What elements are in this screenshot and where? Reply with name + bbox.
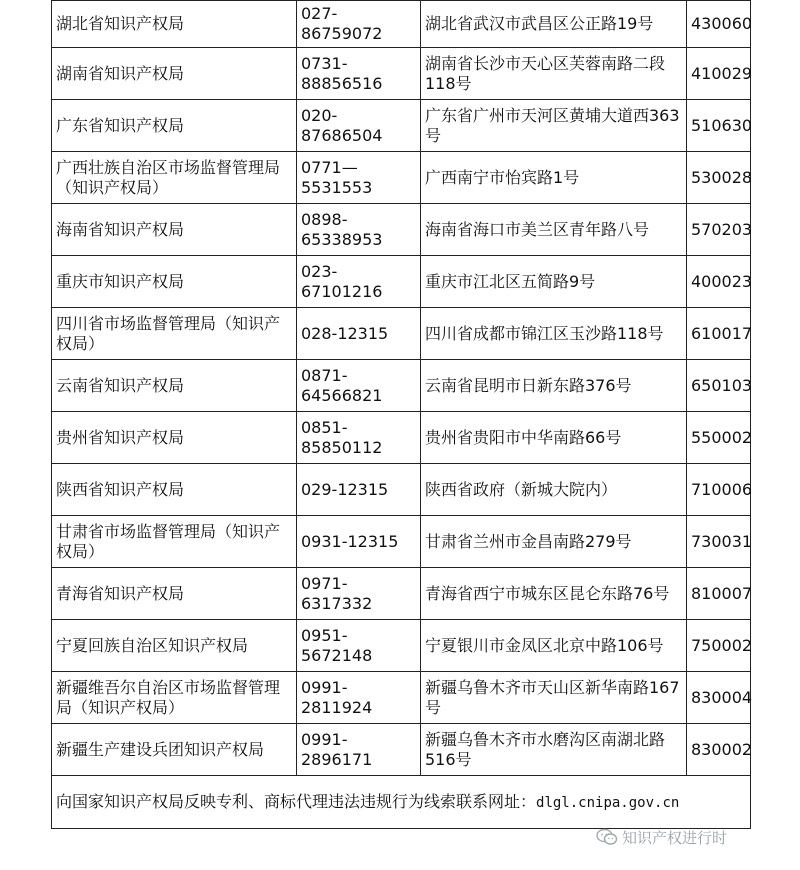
watermark-text: 知识产权进行时 xyxy=(622,828,728,847)
office-name-cell: 广东省知识产权局 xyxy=(52,100,297,152)
phone-cell: 0951-5672148 xyxy=(297,620,421,672)
zip-cell: 650103 xyxy=(687,360,751,412)
zip-cell: 510630 xyxy=(687,100,751,152)
table-row xyxy=(52,568,751,620)
office-name-cell: 新疆生产建设兵团知识产权局 xyxy=(52,724,297,776)
phone-cell: 0871-64566821 xyxy=(297,360,421,412)
ip-office-directory-table xyxy=(51,0,751,829)
address-cell: 新疆乌鲁木齐市天山区新华南路167号 xyxy=(421,672,687,724)
office-name-cell: 新疆维吾尔自治区市场监督管理局（知识产权局） xyxy=(52,672,297,724)
footer-url: dlgl.cnipa.gov.cn xyxy=(536,794,680,811)
zip-cell: 810007 xyxy=(687,568,751,620)
office-name-cell: 陕西省知识产权局 xyxy=(52,464,297,516)
address-cell: 云南省昆明市日新东路376号 xyxy=(421,360,687,412)
address-cell: 陕西省政府（新城大院内） xyxy=(421,464,687,516)
office-name-cell: 宁夏回族自治区知识产权局 xyxy=(52,620,297,672)
address-cell: 湖南省长沙市天心区芙蓉南路二段118号 xyxy=(421,48,687,100)
zip-cell: 570203 xyxy=(687,204,751,256)
office-name-cell: 湖北省知识产权局 xyxy=(52,1,297,48)
table-row xyxy=(52,464,751,516)
zip-cell: 710006 xyxy=(687,464,751,516)
zip-cell: 830004 xyxy=(687,672,751,724)
table-row xyxy=(52,672,751,724)
address-cell: 四川省成都市锦江区玉沙路118号 xyxy=(421,308,687,360)
zip-cell: 530028 xyxy=(687,152,751,204)
address-cell: 新疆乌鲁木齐市水磨沟区南湖北路516号 xyxy=(421,724,687,776)
zip-cell: 430060 xyxy=(687,1,751,48)
phone-cell: 0991-2811924 xyxy=(297,672,421,724)
office-name-cell: 云南省知识产权局 xyxy=(52,360,297,412)
table-row xyxy=(52,100,751,152)
office-name-cell: 海南省知识产权局 xyxy=(52,204,297,256)
table-row xyxy=(52,360,751,412)
table-row xyxy=(52,620,751,672)
table-row xyxy=(52,48,751,100)
office-name-cell: 重庆市知识产权局 xyxy=(52,256,297,308)
table-body xyxy=(52,1,751,829)
phone-cell: 0731-88856516 xyxy=(297,48,421,100)
phone-cell: 0851-85850112 xyxy=(297,412,421,464)
office-name-cell: 贵州省知识产权局 xyxy=(52,412,297,464)
zip-cell: 730031 xyxy=(687,516,751,568)
address-cell: 重庆市江北区五简路9号 xyxy=(421,256,687,308)
zip-cell: 400023 xyxy=(687,256,751,308)
footer-text: 向国家知识产权局反映专利、商标代理违法违规行为线索联系网址： xyxy=(56,791,537,811)
phone-cell: 0931-12315 xyxy=(297,516,421,568)
zip-cell: 610017 xyxy=(687,308,751,360)
phone-cell: 0898-65338953 xyxy=(297,204,421,256)
table-row xyxy=(52,1,751,48)
address-cell: 甘肃省兰州市金昌南路279号 xyxy=(421,516,687,568)
zip-cell: 830002 xyxy=(687,724,751,776)
phone-cell: 0771—5531553 xyxy=(297,152,421,204)
table-row xyxy=(52,724,751,776)
office-name-cell: 甘肃省市场监督管理局（知识产权局） xyxy=(52,516,297,568)
wechat-icon xyxy=(596,828,618,846)
zip-cell: 550002 xyxy=(687,412,751,464)
table-row xyxy=(52,256,751,308)
table-row xyxy=(52,516,751,568)
address-cell: 广西南宁市怡宾路1号 xyxy=(421,152,687,204)
phone-cell: 028-12315 xyxy=(297,308,421,360)
footer-row xyxy=(52,776,751,829)
office-name-cell: 四川省市场监督管理局（知识产权局） xyxy=(52,308,297,360)
table-row xyxy=(52,204,751,256)
phone-cell: 029-12315 xyxy=(297,464,421,516)
phone-cell: 027-86759072 xyxy=(297,1,421,48)
footer-cell xyxy=(52,776,751,829)
address-cell: 宁夏银川市金凤区北京中路106号 xyxy=(421,620,687,672)
zip-cell: 410029 xyxy=(687,48,751,100)
address-cell: 海南省海口市美兰区青年路八号 xyxy=(421,204,687,256)
phone-cell: 023-67101216 xyxy=(297,256,421,308)
table-row xyxy=(52,412,751,464)
table-row xyxy=(52,152,751,204)
office-name-cell: 广西壮族自治区市场监督管理局（知识产权局） xyxy=(52,152,297,204)
watermark xyxy=(596,826,727,848)
zip-cell: 750002 xyxy=(687,620,751,672)
office-name-cell: 湖南省知识产权局 xyxy=(52,48,297,100)
address-cell: 贵州省贵阳市中华南路66号 xyxy=(421,412,687,464)
address-cell: 湖北省武汉市武昌区公正路19号 xyxy=(421,1,687,48)
phone-cell: 0991-2896171 xyxy=(297,724,421,776)
phone-cell: 020-87686504 xyxy=(297,100,421,152)
address-cell: 青海省西宁市城东区昆仑东路76号 xyxy=(421,568,687,620)
office-name-cell: 青海省知识产权局 xyxy=(52,568,297,620)
address-cell: 广东省广州市天河区黄埔大道西363号 xyxy=(421,100,687,152)
table-row xyxy=(52,308,751,360)
phone-cell: 0971-6317332 xyxy=(297,568,421,620)
